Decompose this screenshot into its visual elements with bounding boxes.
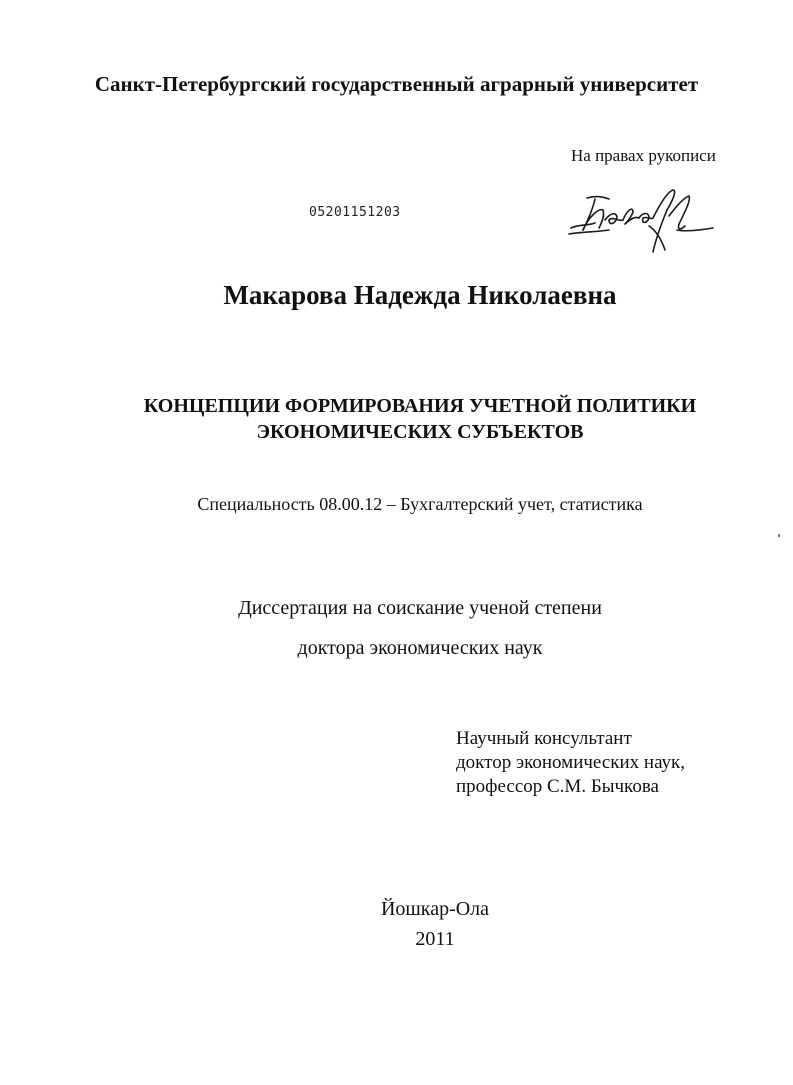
specialty: Специальность 08.00.12 – Бухгалтерский учет, статистика bbox=[197, 494, 643, 514]
author-name: Макарова Надежда Николаевна bbox=[223, 280, 617, 310]
year: 2011 bbox=[415, 928, 455, 950]
registration-code: 05201151203 bbox=[309, 205, 401, 220]
consultant-degree: доктор экономических наук, bbox=[456, 752, 686, 773]
title-line-2: ЭКОНОМИЧЕСКИХ СУБЪЕКТОВ bbox=[256, 421, 584, 443]
scan-speck bbox=[778, 534, 780, 537]
consultant-name: профессор С.М. Бычкова bbox=[456, 776, 659, 797]
scientific-consultant bbox=[456, 727, 685, 799]
title-line-1: КОНЦЕПЦИИ ФОРМИРОВАНИЯ УЧЕТНОЙ ПОЛИТИКИ bbox=[143, 395, 697, 417]
handwritten-signature-icon bbox=[565, 186, 720, 261]
university-name: Санкт-Петербургский государственный аграрный университет bbox=[94, 72, 699, 96]
city: Йошкар-Ола bbox=[380, 898, 490, 920]
dissertation-statement: Диссертация на соискание ученой степени bbox=[238, 597, 602, 619]
dissertation-title bbox=[0, 393, 793, 445]
consultant-role: Научный консультант bbox=[456, 728, 632, 749]
academic-degree: доктора экономических наук bbox=[297, 637, 543, 659]
manuscript-rights-note: На правах рукописи bbox=[571, 146, 716, 165]
